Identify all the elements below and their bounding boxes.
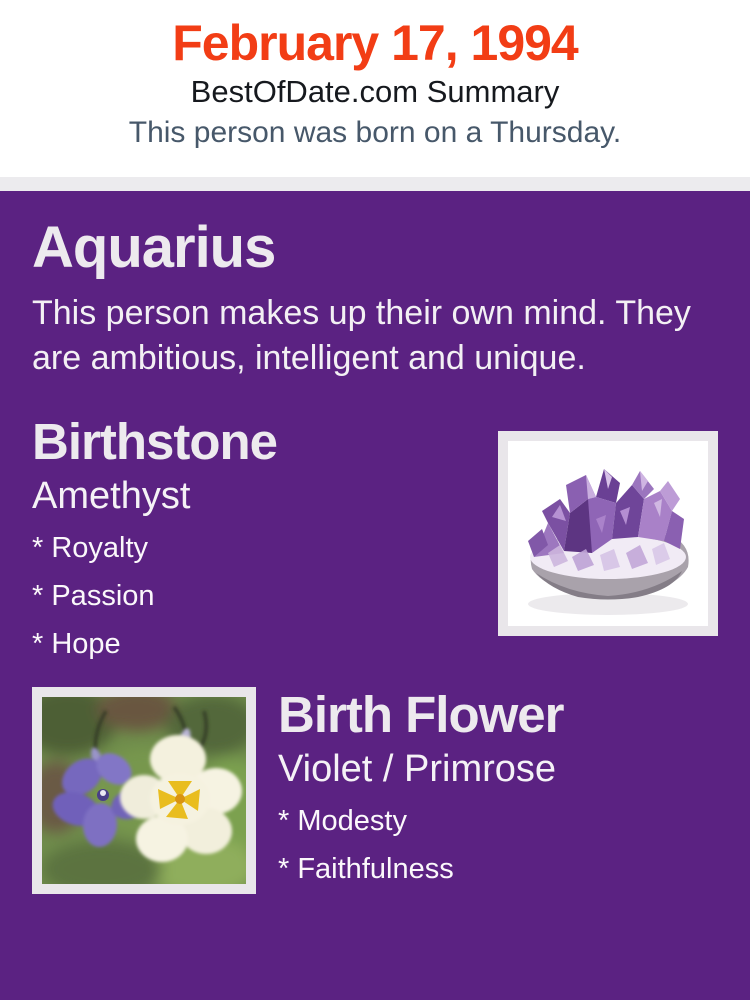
amethyst-photo: [498, 431, 718, 636]
birthstone-name: Amethyst: [32, 475, 191, 517]
birthstone-trait: * Hope: [32, 628, 121, 660]
birth-flower-name: Violet / Primrose: [278, 748, 557, 790]
birth-flower-trait: * Faithfulness: [278, 853, 454, 885]
birth-flower-heading: Birth Flower: [278, 686, 564, 743]
header: [0, 0, 750, 177]
birthstone-text-column: [32, 415, 277, 662]
violet-primrose-photo: [32, 687, 256, 894]
birthstone-trait: * Passion: [32, 580, 155, 612]
birthstone-row: [32, 415, 718, 662]
zodiac-description: This person makes up their own mind. They are ambitious, intelligent and unique.: [32, 294, 691, 377]
site-summary-title: BestOfDate.com Summary: [190, 74, 560, 109]
zodiac-sign-heading: Aquarius: [32, 215, 276, 280]
birth-flower-text-column: [256, 687, 564, 887]
page-title-date: February 17, 1994: [172, 15, 578, 71]
details-section: [0, 191, 750, 1000]
birth-flower-row: [32, 687, 718, 894]
born-day-line: This person was born on a Thursday.: [128, 116, 622, 149]
divider-bar: [0, 177, 750, 191]
amethyst-crystal-illustration: [508, 441, 708, 626]
birthstone-trait: * Royalty: [32, 532, 149, 564]
birth-flower-trait: * Modesty: [278, 805, 407, 837]
birthstone-heading: Birthstone: [32, 413, 277, 470]
violet-primrose-illustration: [42, 697, 246, 884]
